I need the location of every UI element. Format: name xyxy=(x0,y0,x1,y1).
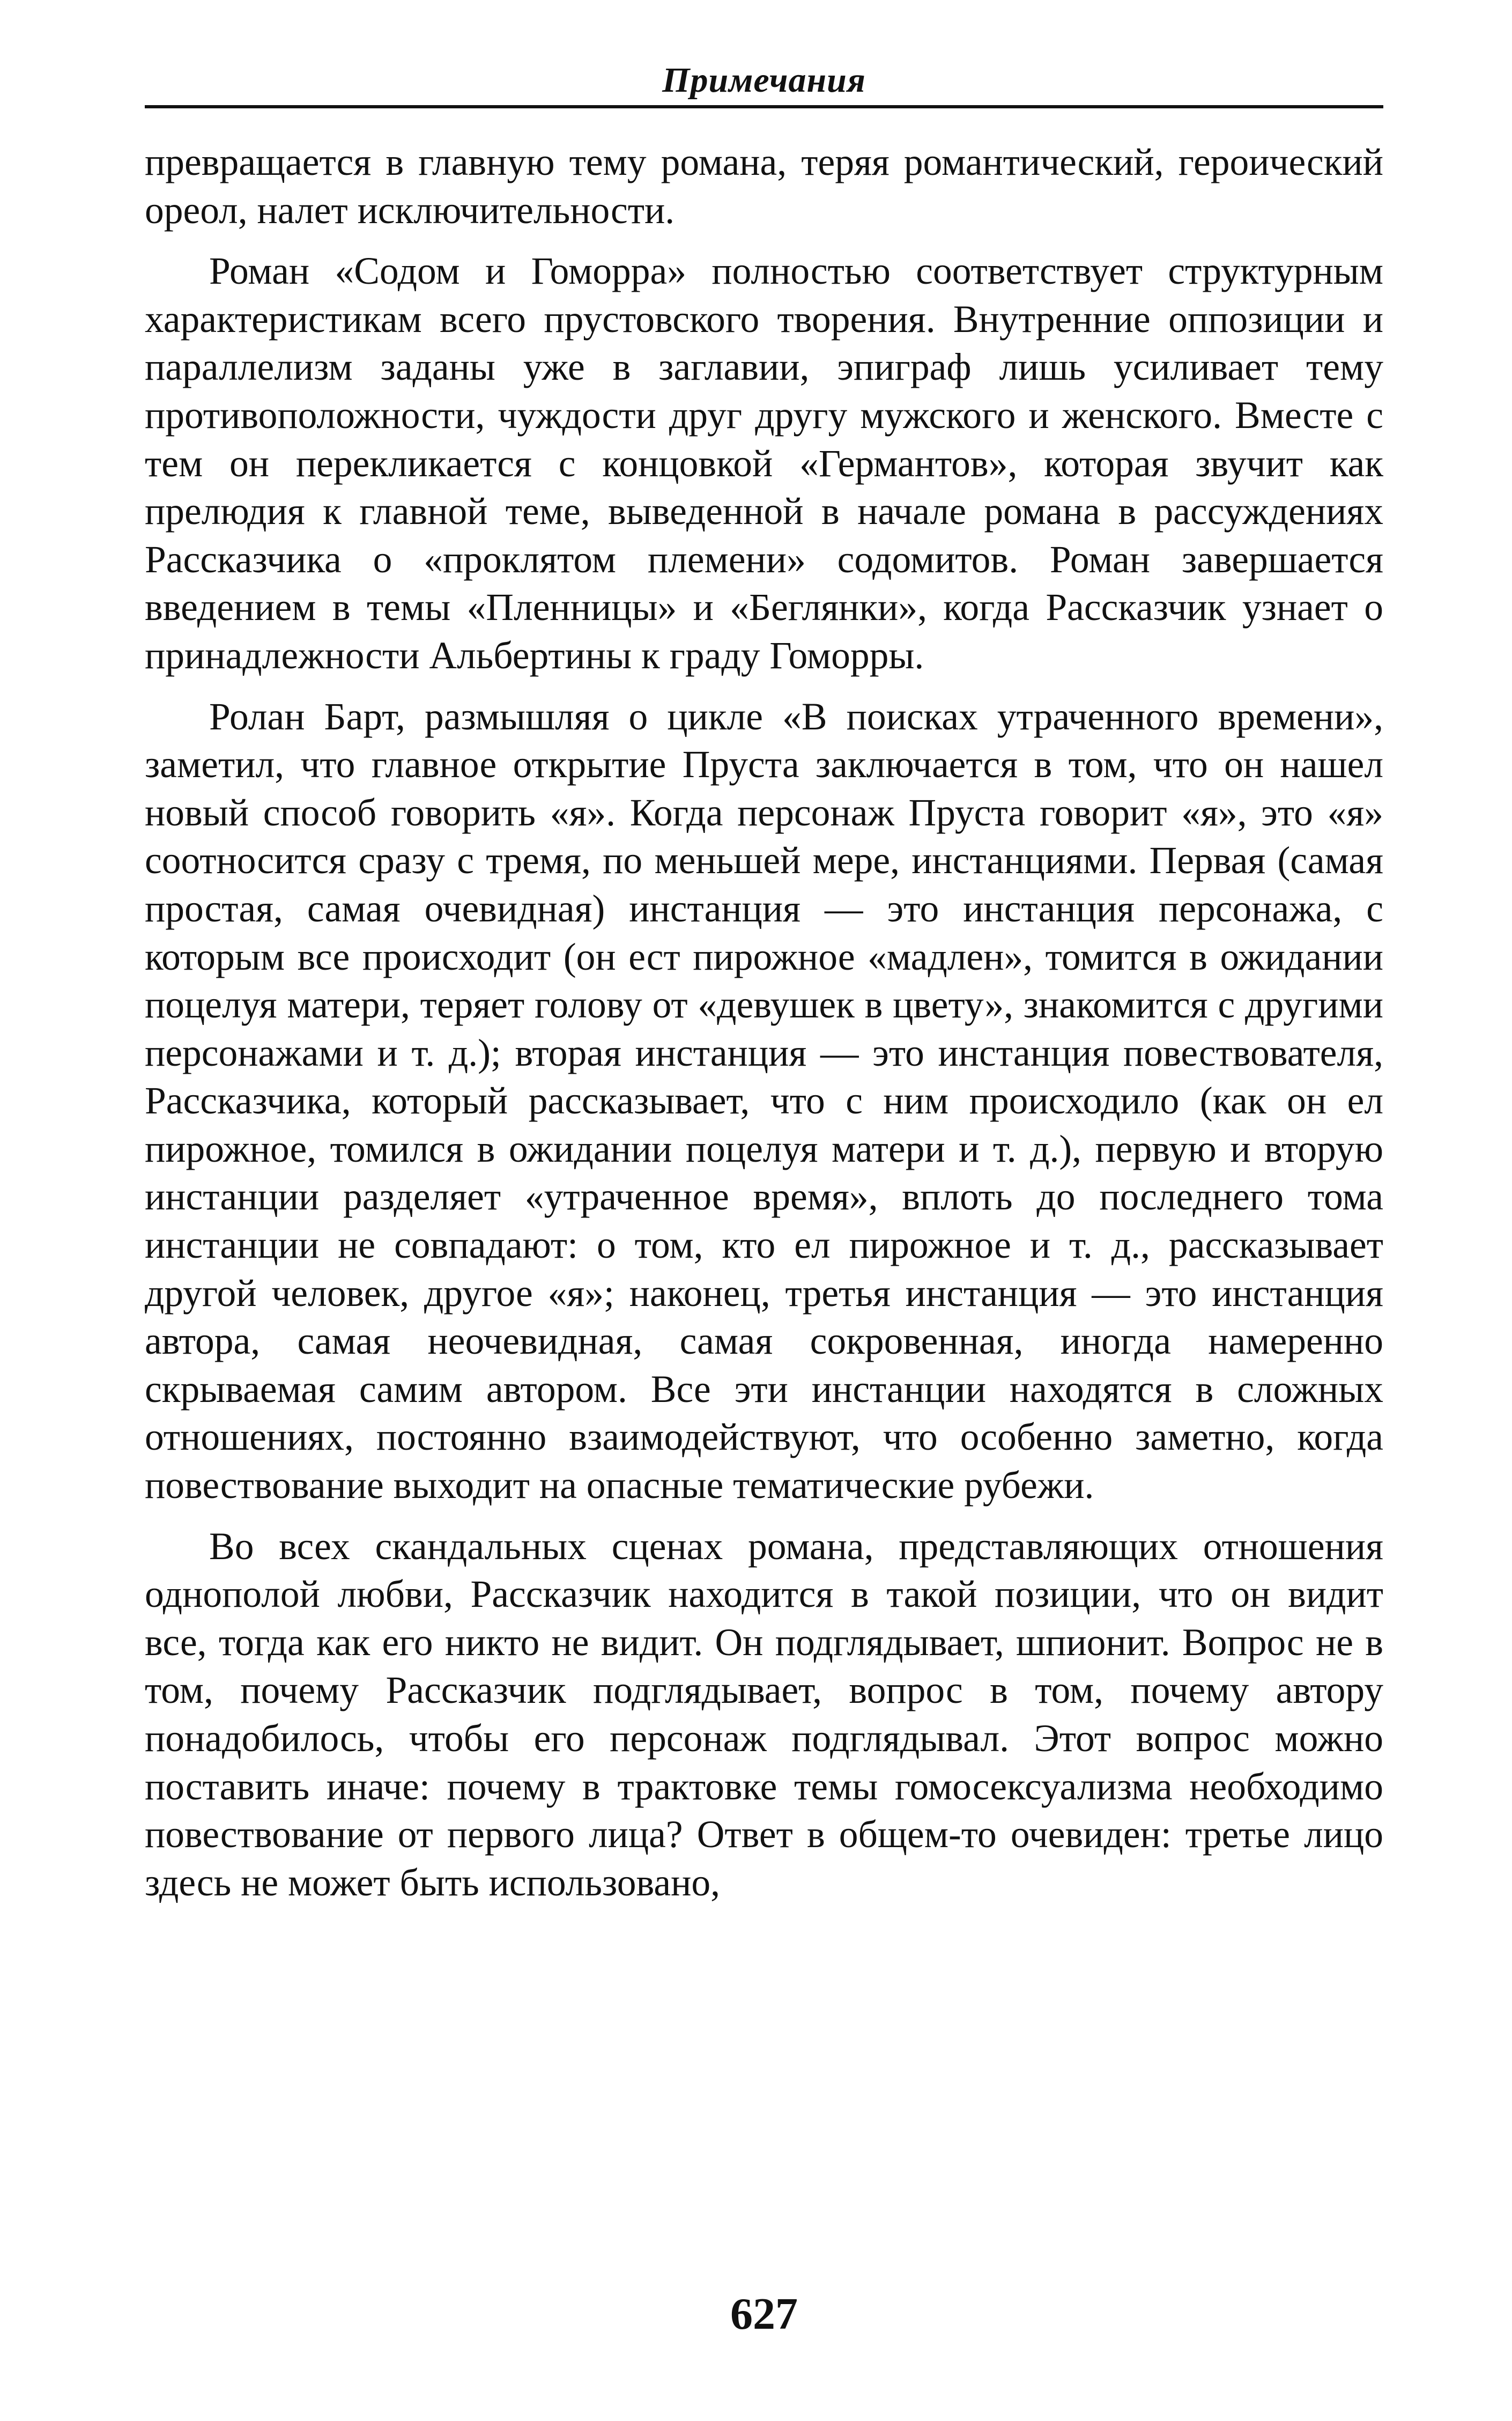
paragraph-3: Ролан Барт, размышляя о цикле «В поисках утраченного времени», заметил, что главное открытие Пруста заключается в том, что он нашел новый способ говорить «я». Когда персонаж Пруста говорит «я», это «я» соотносится сразу с тремя, по меньшей мере, инстанциями. Первая (самая простая, самая очевидная) инстанция — это инстанция персонажа, с которым все происходит (он ест пирожное «мадлен», томится в ожидании поцелуя матери, теряет голову от «девушек в цвету», знакомится с другими персонажами и т. д.); вторая инстанция — это инстанция повествователя, Рассказчика, который рассказывает, что с ним происходило (как он ел пирожное, томился в ожидании поцелуя матери и т. д.), первую и вторую инстанции разделяет «утраченное время», вплоть до последнего тома инстанции не совпадают: о том, кто ел пирожное и т. д., рассказывает другой человек, другое «я»; наконец, третья инстанция — это инстанция автора, самая неочевидная, самая сокровенная, иногда намеренно скрываемая самим автором. Все эти инстанции находятся в сложных отношениях, постоянно взаимодействуют, что особенно заметно, когда повествование выходит на опасные тематические рубежи. xyxy=(145,695,1383,1507)
running-header: Примечания xyxy=(662,61,866,100)
page-number: 627 xyxy=(730,2289,798,2339)
paragraph-1: превращается в главную тему романа, теряя романтический, героический ореол, налет исключительности. xyxy=(145,141,1383,232)
paragraph-2: Роман «Содом и Гоморра» полностью соответствует структурным характеристикам всего прустовского творения. Внутренние оппозиции и параллелизм заданы уже в заглавии, эпиграф лишь усиливает тему противоположности, чуждости друг другу мужского и женского. Вместе с тем он перекликается с концовкой «Германтов», которая звучит как прелюдия к главной теме, выведенной в начале романа в рассуждениях Рассказчика о «проклятом племени» содомитов. Роман завершается введением в темы «Пленницы» и «Беглянки», когда Рассказчик узнает о принадлежности Альбертины к граду Гоморры. xyxy=(145,250,1383,677)
page-body xyxy=(145,138,1383,1907)
header-rule xyxy=(145,105,1383,108)
paragraph-4: Во всех скандальных сценах романа, представляющих отношения однополой любви, Рассказчик находится в такой позиции, что он видит все, тогда как его никто не видит. Он подглядывает, шпионит. Вопрос не в том, почему Рассказчик подглядывает, вопрос в том, почему автору понадобилось, чтобы его персонаж подглядывал. Этот вопрос можно поставить иначе: почему в трактовке темы гомосексуализма необходимо повествование от первого лица? Ответ в общем-то очевиден: третье лицо здесь не может быть использовано, xyxy=(145,1525,1383,1904)
